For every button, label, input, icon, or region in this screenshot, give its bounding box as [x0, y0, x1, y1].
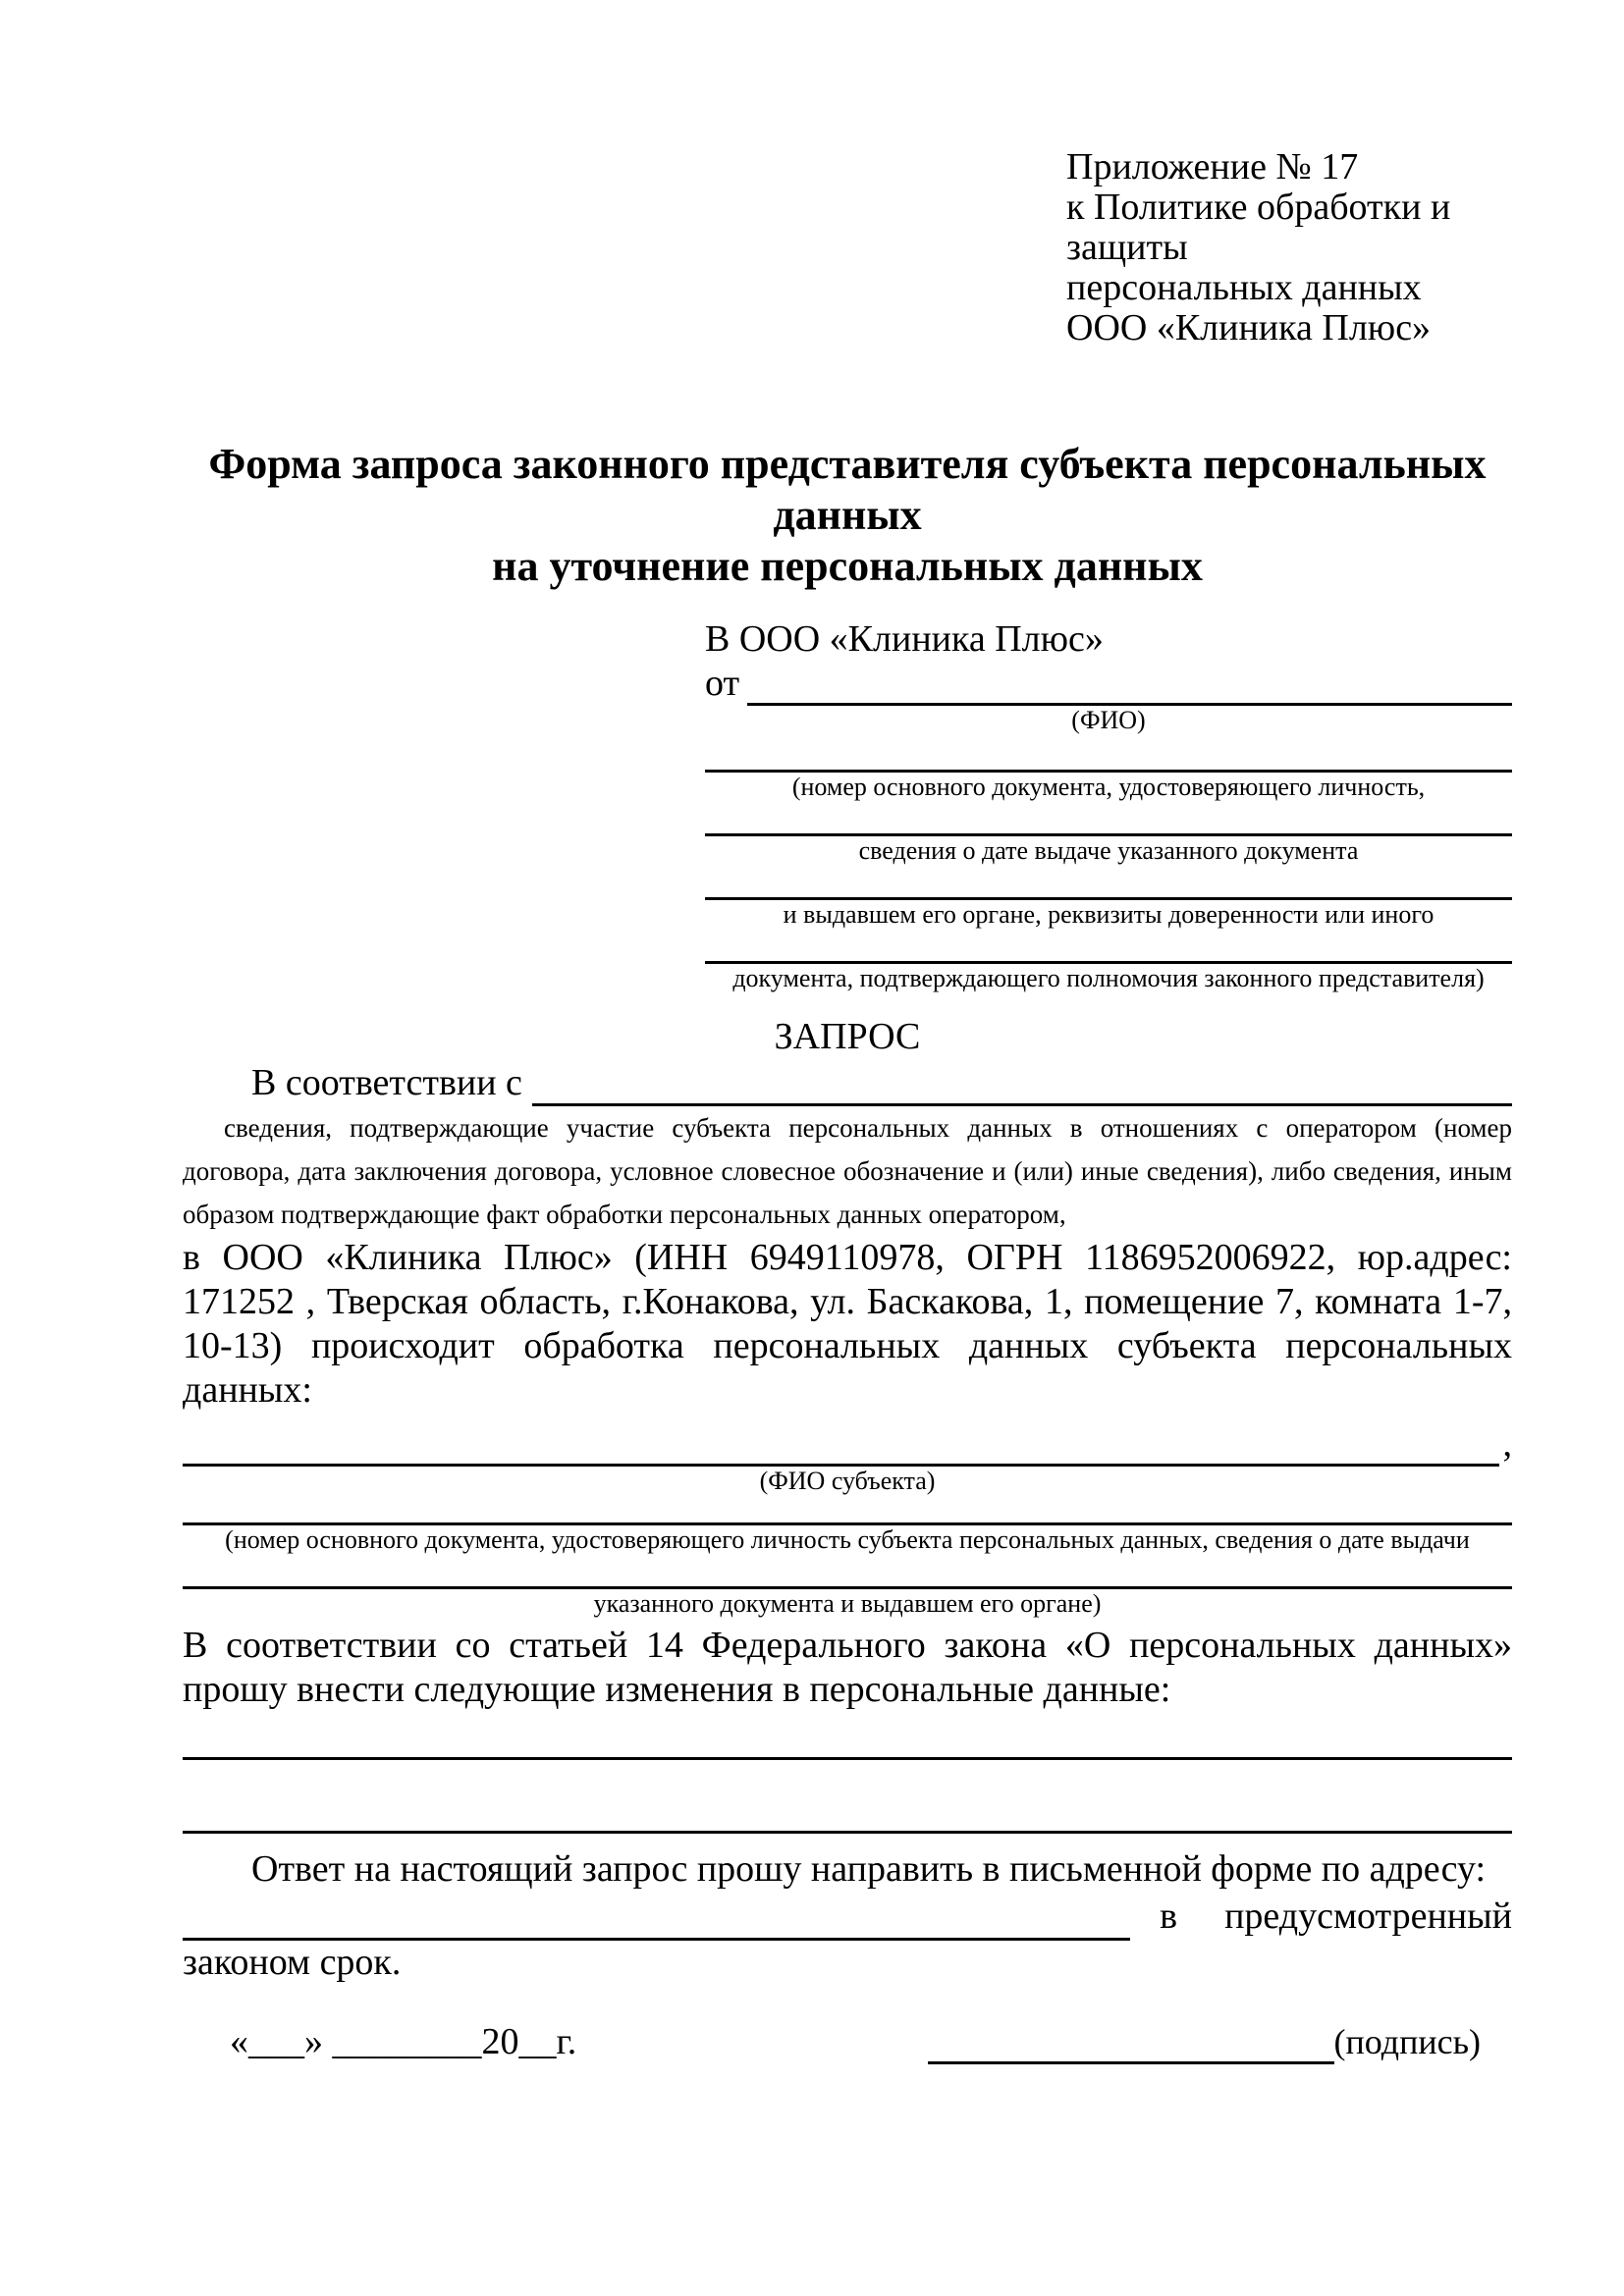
representative-doc-group-1 [705, 743, 1512, 802]
changes-blank-line-2 [183, 1811, 1512, 1834]
answer-closing: законом срок. [183, 1942, 402, 1983]
accordance-row [183, 1059, 1512, 1106]
representative-doc-group-4 [705, 934, 1512, 993]
answer-address-blank-line [183, 1902, 1130, 1941]
document-title-line-2: на уточнение персональных данных [492, 542, 1203, 590]
signature-group [928, 2020, 1481, 2064]
addressee-block [705, 617, 1512, 993]
appendix-line-4: ООО «Клиника Плюс» [1066, 307, 1432, 348]
article-paragraph: В соответствии со статьей 14 Федерального закона «О персональных данных» прошу внести следующие изменения в персональные данные: [183, 1625, 1512, 1710]
subject-doc-group-1 [183, 1496, 1512, 1555]
changes-blank-line-1 [183, 1737, 1512, 1760]
footer-row [183, 2020, 1512, 2064]
representative-doc-caption-4: документа, подтверждающего полномочия законного представителя) [732, 964, 1485, 992]
trailing-comma: , [1502, 1423, 1512, 1465]
subject-doc-group-2 [183, 1560, 1512, 1619]
representative-fio-blank-line [747, 667, 1512, 706]
signature-caption: (подпись) [1333, 2022, 1481, 2061]
accordance-blank-line [532, 1068, 1512, 1106]
appendix-block [1066, 147, 1512, 348]
operator-paragraph: в ООО «Клиника Плюс» (ИНН 6949110978, ОГРН 1186952006922, юр.адрес: 171252 , Тверская область, г.Конакова, ул. Баскакова, 1, помещение 7, комната 1-7, 10-13) происходит обработка персональных данных субъекта персональных данных: [183, 1237, 1512, 1411]
representative-doc-blank-line-2 [705, 807, 1512, 836]
request-heading: ЗАПРОС [774, 1016, 921, 1057]
representative-doc-blank-line-1 [705, 743, 1512, 773]
subject-doc-blank-line-2 [183, 1560, 1512, 1589]
date-blank-line: «___» ________20__г. [230, 2021, 577, 2062]
subject-doc-blank-line-1 [183, 1496, 1512, 1525]
addressee-organization: В ООО «Клиника Плюс» [705, 618, 1104, 660]
representative-doc-group-2 [705, 807, 1512, 866]
appendix-line-2: к Политике обработки и защиты [1066, 187, 1451, 268]
representative-doc-blank-line-4 [705, 934, 1512, 964]
accordance-footnote: сведения, подтверждающие участие субъекта персональных данных в отношениях с оператором (номер договора, дата заключения договора, условное словесное обозначение и (или) иные сведения), либо сведения, иным образом подтверждающие факт обработки персональных данных оператором, [183, 1113, 1512, 1229]
fio-caption: (ФИО) [1071, 706, 1146, 734]
subject-fio-caption: (ФИО субъекта) [759, 1467, 936, 1495]
document-title-line-1: Форма запроса законного представителя субъекта персональных данных [208, 440, 1487, 539]
representative-doc-caption-3: и выдавшем его органе, реквизиты доверенности или иного [783, 900, 1435, 929]
signature-blank-line [928, 2028, 1334, 2064]
answer-word-2: предусмотренный [1224, 1896, 1512, 1937]
answer-word-1: в [1160, 1896, 1178, 1937]
appendix-line-1: Приложение № 17 [1066, 146, 1359, 187]
representative-doc-group-3 [705, 871, 1512, 930]
subject-doc-caption-1: (номер основного документа, удостоверяющего личность субъекта персональных данных, сведения о дате выдачи [225, 1525, 1470, 1554]
representative-doc-blank-line-3 [705, 871, 1512, 900]
subject-fio-row [183, 1422, 1512, 1467]
from-label: от [705, 663, 740, 704]
subject-doc-caption-2: указанного документа и выдавшем его органе) [593, 1589, 1102, 1618]
document-title [183, 439, 1512, 592]
appendix-line-3: персональных данных [1066, 267, 1422, 308]
accordance-label: В соответствии с [251, 1062, 522, 1103]
answer-address-row [183, 1892, 1512, 1941]
answer-paragraph: Ответ на настоящий запрос прошу направить в письменной форме по адресу: [251, 1848, 1487, 1890]
subject-fio-blank-line [183, 1428, 1499, 1467]
representative-doc-caption-1: (номер основного документа, удостоверяющего личность, [791, 773, 1426, 801]
representative-doc-caption-2: сведения о дате выдаче указанного документа [858, 836, 1359, 865]
from-row [705, 662, 1512, 706]
